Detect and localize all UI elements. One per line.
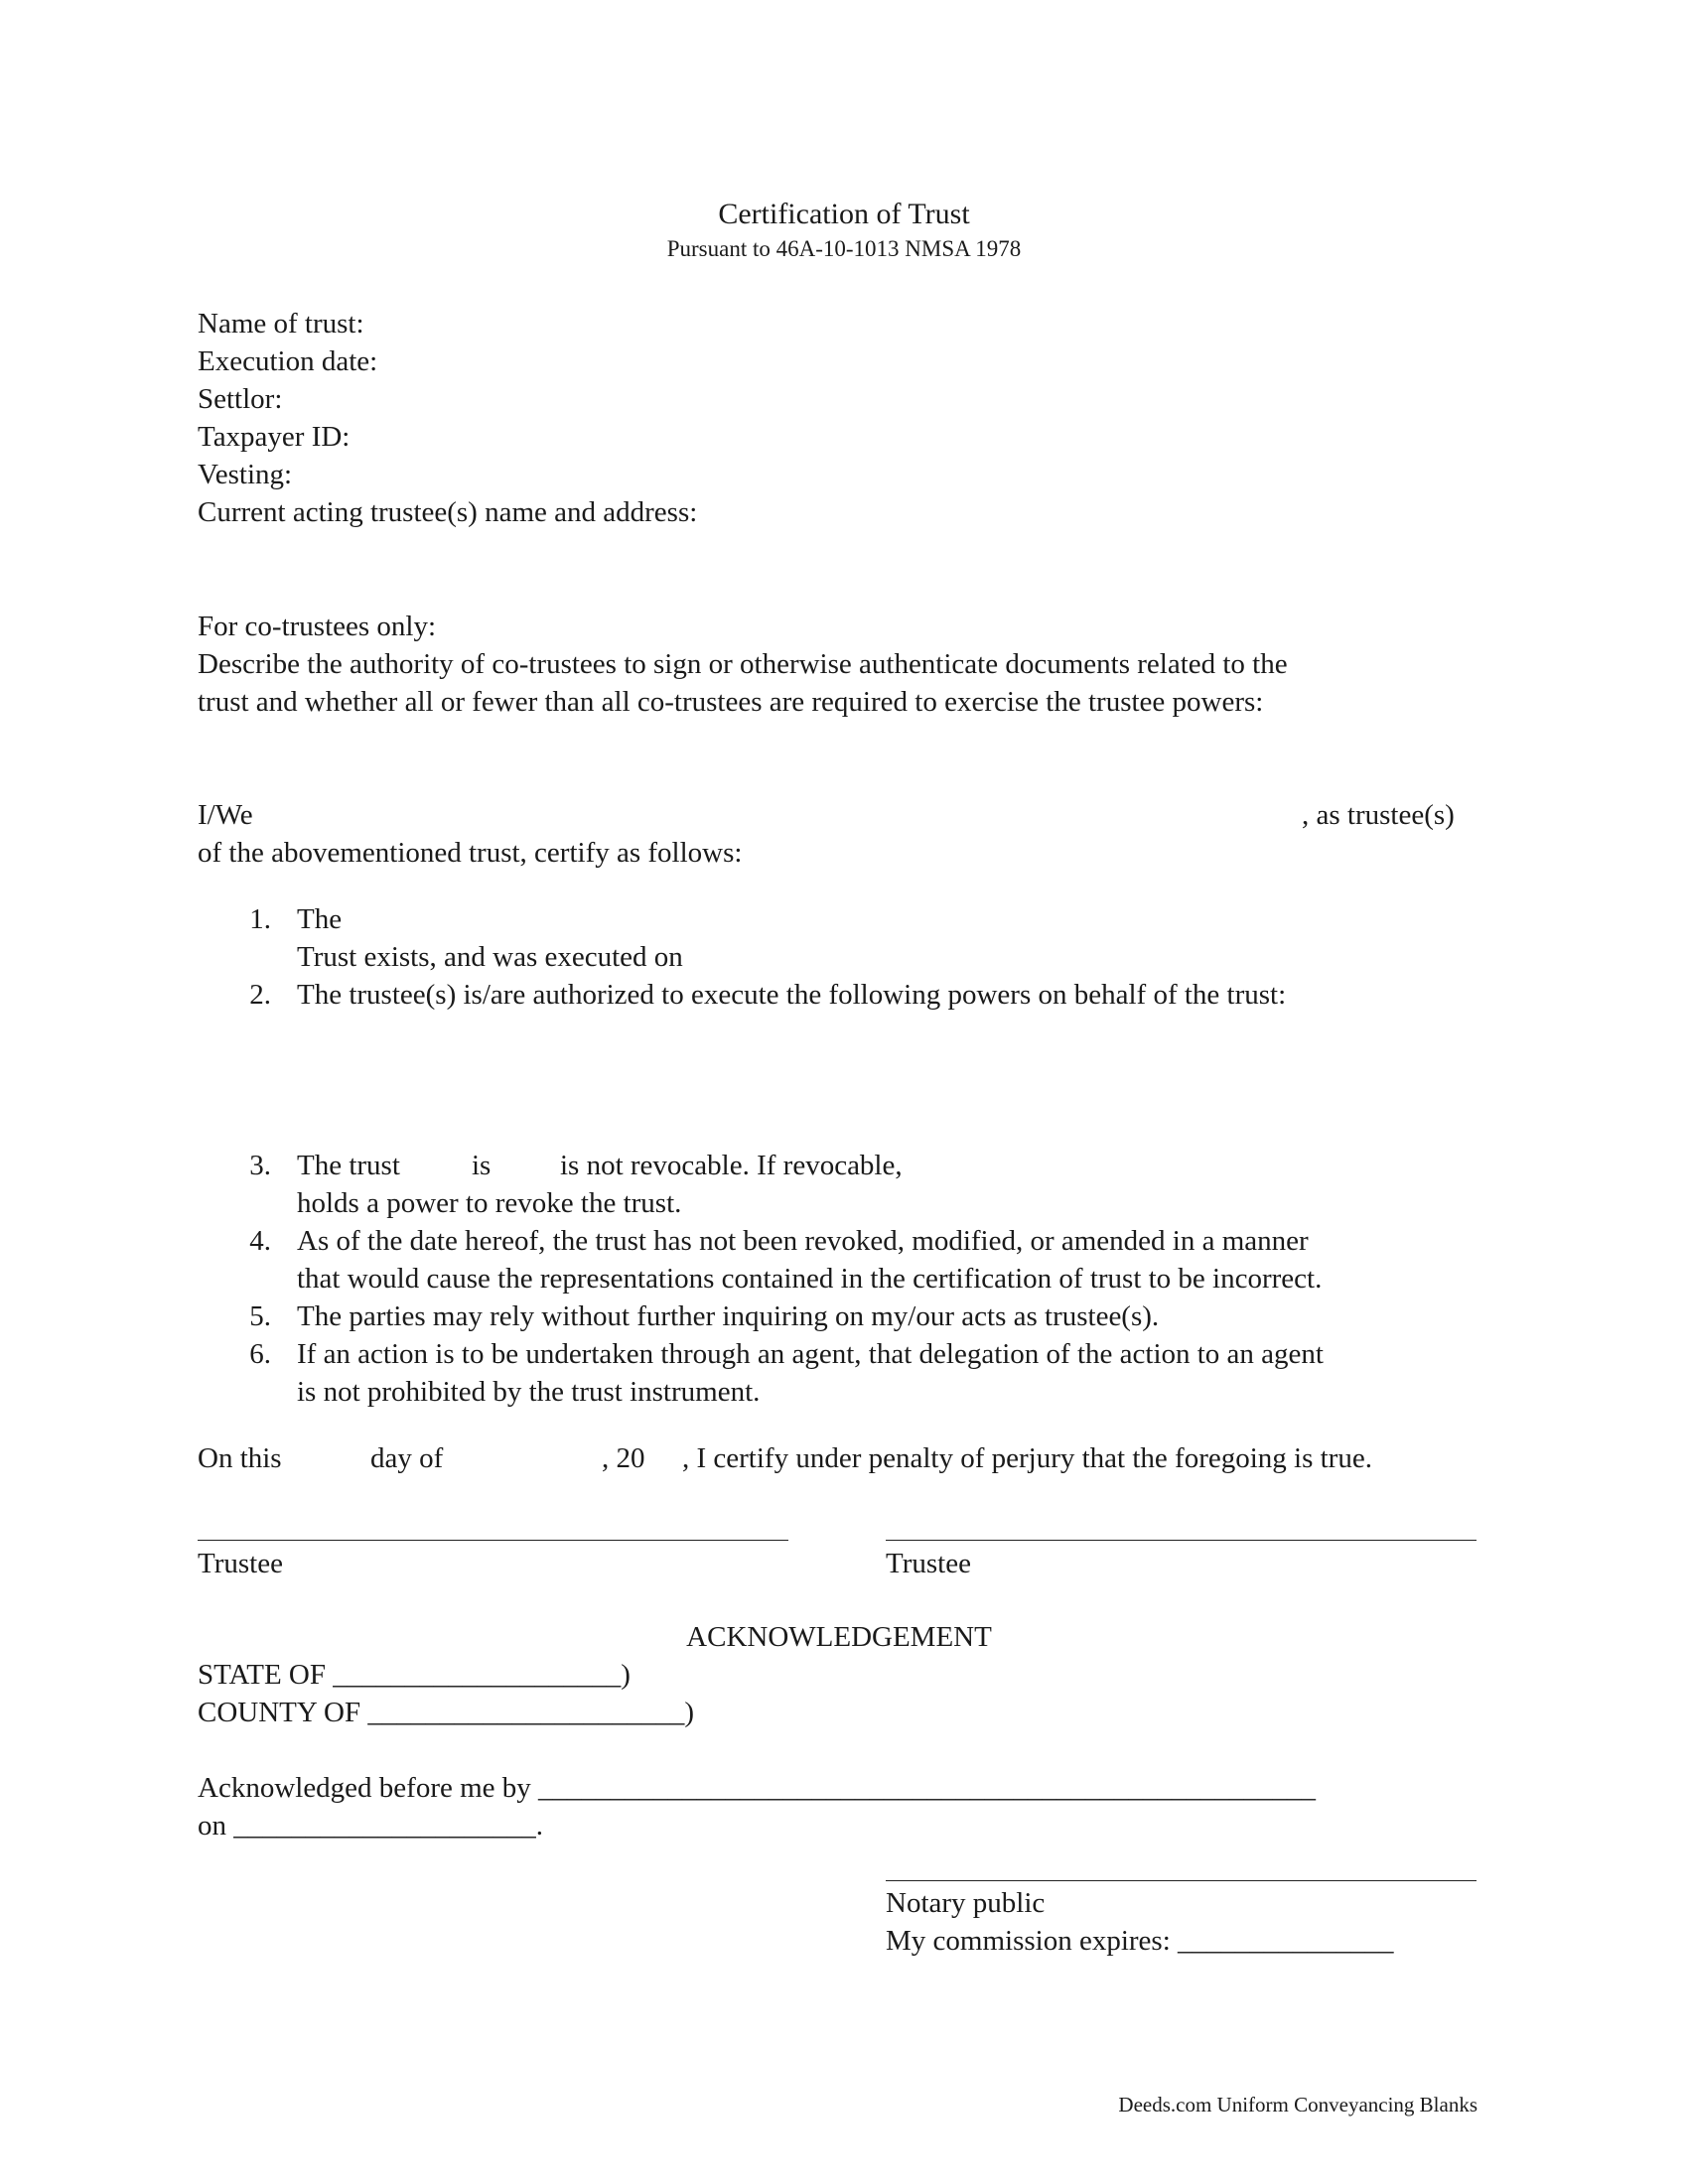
item-6-text-b: is not prohibited by the trust instrument. [297,1376,761,1408]
field-name-of-trust: Name of trust: [198,308,364,340]
oath-year: , 20 [602,1442,645,1474]
trustee-signature-line-left [198,1540,788,1541]
item-1-number: 1. [249,903,271,935]
acknowledgement-before-me: Acknowledged before me by ______________________________________________________ [198,1772,1317,1804]
certify-as-trustees: , as trustee(s) [1302,799,1455,831]
oath-day-of: day of [370,1442,444,1474]
page-footer: Deeds.com Uniform Conveyancing Blanks [1118,2093,1477,2116]
item-3-text-a: The trust [297,1150,400,1181]
item-3-text-c: holds a power to revoke the trust. [297,1187,682,1219]
acknowledgement-state: STATE OF ____________________) [198,1659,631,1691]
item-5-text: The parties may rely without further inquiring on my/our acts as trustee(s). [297,1300,1160,1332]
item-3-text-b: is not revocable. If revocable, [560,1150,903,1181]
item-4-number: 4. [249,1225,271,1257]
item-6-text-a: If an action is to be undertaken through an agent, that delegation of the action to an agent [297,1338,1324,1370]
trustee-label-right: Trustee [886,1548,971,1579]
oath-on-this: On this [198,1442,282,1474]
field-vesting: Vesting: [198,459,293,490]
oath-rest: , I certify under penalty of perjury that the foregoing is true. [682,1442,1372,1474]
field-execution-date: Execution date: [198,345,378,377]
trustee-label-left: Trustee [198,1548,283,1579]
notary-public-label: Notary public [886,1887,1046,1919]
document-subtitle: Pursuant to 46A-10-1013 NMSA 1978 [666,236,1022,261]
acknowledgement-heading: ACKNOWLEDGEMENT [686,1621,992,1653]
certify-line-2: of the abovementioned trust, certify as follows: [198,837,743,869]
item-1-text-a: The [297,903,343,935]
acknowledgement-county: COUNTY OF ______________________) [198,1697,694,1728]
item-3-is: is [472,1150,492,1181]
item-2-text: The trustee(s) is/are authorized to execute the following powers on behalf of the trust: [297,979,1287,1011]
item-3-number: 3. [249,1150,271,1181]
field-settlor: Settlor: [198,383,283,415]
item-1-text-b: Trust exists, and was executed on [297,941,683,973]
item-6-number: 6. [249,1338,271,1370]
co-trustees-line-1: Describe the authority of co-trustees to sign or otherwise authenticate documents related to the [198,648,1288,680]
acknowledgement-on: on _____________________. [198,1810,543,1842]
item-5-number: 5. [249,1300,271,1332]
field-trustees: Current acting trustee(s) name and address: [198,496,698,528]
certify-iwe: I/We [198,799,253,831]
co-trustees-heading: For co-trustees only: [198,611,437,642]
item-4-text-a: As of the date hereof, the trust has not been revoked, modified, or amended in a manner [297,1225,1309,1257]
notary-signature-line [886,1880,1477,1881]
trustee-signature-line-right [886,1540,1477,1541]
co-trustees-line-2: trust and whether all or fewer than all co-trustees are required to exercise the trustee powers: [198,686,1264,718]
item-4-text-b: that would cause the representations contained in the certification of trust to be incorrect. [297,1263,1323,1295]
notary-commission-expires: My commission expires: _______________ [886,1925,1394,1957]
field-taxpayer-id: Taxpayer ID: [198,421,351,453]
document-title: Certification of Trust [718,198,970,230]
item-2-number: 2. [249,979,271,1011]
